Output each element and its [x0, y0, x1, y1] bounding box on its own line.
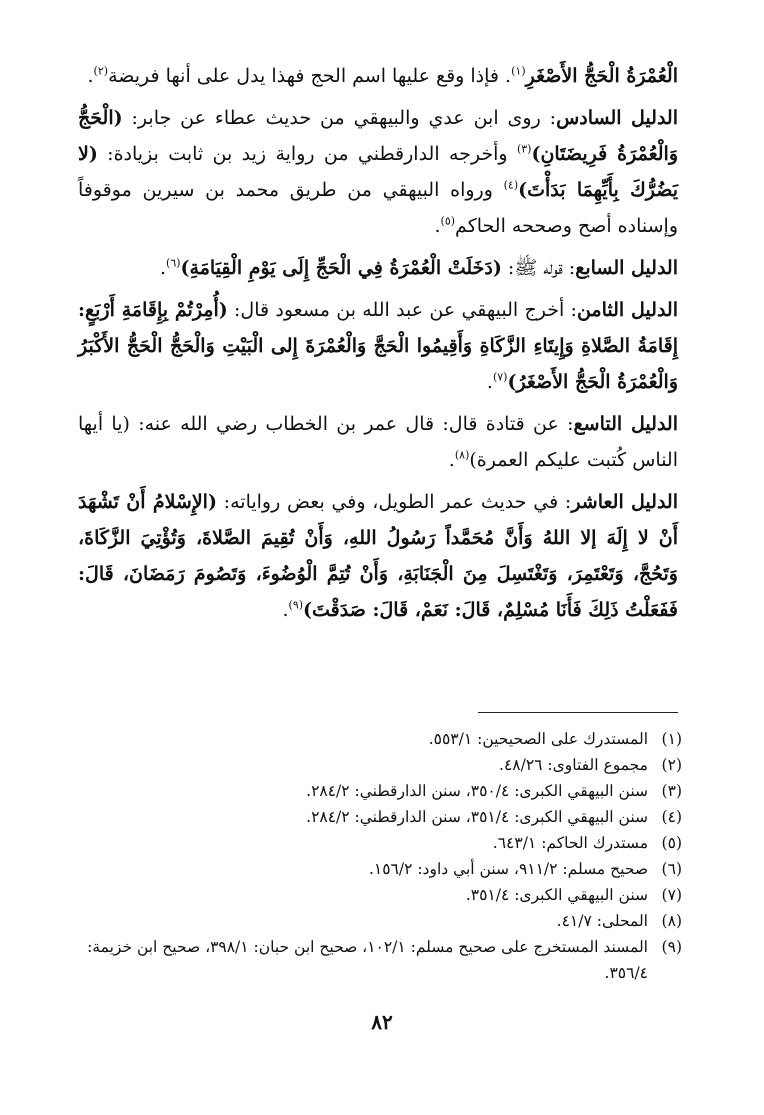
footnote — [70, 856, 682, 882]
footnote-number: (٤) — [661, 808, 682, 826]
main-text — [78, 58, 678, 628]
footnotes — [70, 726, 682, 986]
footnote-number: (٣) — [661, 782, 682, 800]
punctuation: . — [448, 449, 455, 471]
footnote-text: صحيح مسلم: ٩١١/٢، سنن أبي داود: ١٥٦/٢. — [368, 860, 648, 878]
hadith-quote: (يا أيها الناس كُتبت عليكم العمرة) — [78, 413, 678, 471]
paragraph-4 — [78, 292, 678, 400]
paragraph-6 — [78, 484, 678, 628]
paragraph-text: . فإذا وقع عليها اسم الحج فهذا يدل على أنها فريضة — [108, 65, 512, 87]
evidence-heading: الدليل السادس — [556, 107, 678, 129]
footnote — [70, 726, 682, 752]
hadith-quote: (لا يَضُرُّكَ بِأَيِّهِمَا بَدَأْتَ) — [78, 143, 678, 201]
evidence-heading: الدليل السابع — [575, 257, 678, 279]
footnote-ref: (٢) — [93, 64, 109, 78]
footnote-ref: (٧) — [492, 370, 508, 384]
footnote — [70, 908, 682, 934]
paragraph-1 — [78, 58, 678, 94]
punctuation: . — [434, 215, 441, 237]
paragraph-text: وأخرجه الدارقطني من رواية زيد بن ثابت بزيادة: — [97, 143, 517, 165]
footnote-number: (٧) — [661, 886, 682, 904]
footnote-ref: (٨) — [454, 448, 470, 462]
paragraph-5 — [78, 406, 678, 478]
footnote — [70, 830, 682, 856]
footnote-ref: (٥) — [440, 214, 456, 228]
punctuation: . — [87, 65, 94, 87]
hadith-quote: (الْحَجُّ وَالْعُمْرَةُ فَرِيضَتَانِ) — [78, 107, 679, 165]
footnote-number: (٩) — [661, 938, 682, 956]
footnote-ref: (٣) — [516, 142, 532, 156]
paragraph-text: : روى ابن عدي والبيهقي من حديث عطاء عن جابر: — [122, 107, 557, 129]
footnote-text: المحلى: ٤١/٧. — [556, 912, 648, 930]
evidence-heading: الدليل الثامن — [576, 299, 678, 321]
footnote-text: مجموع الفتاوى: ٤٨/٢٦. — [499, 756, 648, 774]
paragraph-text: : قوله ﷺ: — [501, 257, 576, 279]
footnote-ref: (١) — [511, 64, 526, 78]
footnote — [70, 882, 682, 908]
footnote-number: (١) — [661, 730, 682, 748]
page-number: ٨٢ — [371, 1010, 393, 1034]
evidence-heading: الدليل التاسع — [573, 413, 678, 435]
footnote — [70, 804, 682, 830]
paragraph-3 — [78, 250, 678, 286]
paragraph-2 — [78, 100, 678, 244]
hadith-quote: (الإِسْلامُ أَنْ تَشْهَدَ أَنْ لا إِلَهَ إلا اللهُ وَأَنَّ مُحَمَّداً رَسُولُ اللهِ، وَأَنْ تُقِيمَ الصَّلاةَ، وَتُؤْتِيَ الزَّكَاةَ، وَتَحُجَّ، وَتَعْتَمِرَ، وَتَغْتَسِلَ مِنَ الْجَنَابَةِ، وَأَنْ تُتِمَّ الْوُضُوءَ، وَتَصُومَ رَمَضَانَ، قَالَ: فَفَعَلْتُ ذَلِكَ فَأَنَا مُسْلِمٌ، قَالَ: نَعَمْ، قَالَ: صَدَقْتَ) — [78, 491, 678, 621]
footnote — [70, 752, 682, 778]
footnote — [70, 778, 682, 804]
paragraph-text: : عن قتادة قال: قال عمر بن الخطاب رضي الله عنه: — [129, 413, 574, 435]
footnote-number: (٢) — [661, 756, 682, 774]
evidence-heading: الدليل العاشر — [571, 491, 679, 513]
hadith-quote: (دَخَلَتْ الْعُمْرَةُ فِي الْحَجِّ إِلَى يَوْمِ الْقِيَامَةِ) — [180, 257, 502, 279]
hadith-quote: الْعُمْرَةُ الْحَجُّ الأَصْغَرِ — [525, 65, 678, 87]
footnote — [70, 934, 682, 986]
footnote-divider — [478, 712, 678, 713]
footnote-ref: (٦) — [166, 256, 181, 270]
footnote-number: (٥) — [661, 834, 682, 852]
footnote-number: (٦) — [661, 860, 682, 878]
footnote-number: (٨) — [661, 912, 682, 930]
footnote-text: سنن البيهقي الكبرى: ٣٥١/٤. — [465, 886, 648, 904]
footnote-text: سنن البيهقي الكبرى: ٣٥٠/٤، سنن الدارقطني: ٢٨٤/٢. — [306, 782, 648, 800]
footnote-text: سنن البيهقي الكبرى: ٣٥١/٤، سنن الدارقطني: ٢٨٤/٢. — [306, 808, 648, 826]
footnote-text: مستدرك الحاكم: ٦٤٣/١. — [492, 834, 648, 852]
hadith-quote: (أُمِرْتُمْ بِإِقَامَةِ أَرْبَعٍ: إِقَامَةُ الصَّلاةِ وَإِيتَاءِ الزَّكَاةِ وَأَقِيمُوا الْحَجَّ وَالْعُمْرَةَ إِلى الْبَيْتِ وَالْحَجُّ الْحَجُّ الأَكْبَرُ وَالْعُمْرَةُ الْحَجُّ الأَصْغَرُ) — [78, 299, 678, 393]
punctuation: . — [159, 257, 167, 279]
footnote-text: المستدرك على الصحيحين: ٥٥٣/١. — [428, 730, 648, 748]
punctuation: . — [282, 599, 289, 621]
footnote-ref: (٩) — [288, 598, 304, 612]
punctuation: . — [486, 371, 493, 393]
paragraph-text: ورواه البيهقي من طريق محمد بن سيرين موقوفاً وإسناده أصح وصححه الحاكم — [78, 179, 678, 237]
footnote-text: المسند المستخرج على صحيح مسلم: ١٠٢/١، صحيح ابن حبان: ٣٩٨/١، صحيح ابن خزيمة: ٣٥٦/٤. — [87, 938, 648, 982]
footnote-ref: (٤) — [503, 178, 519, 192]
paragraph-text: : أخرج البيهقي عن عبد الله بن مسعود قال: — [227, 299, 577, 321]
paragraph-text: : في حديث عمر الطويل، وفي بعض رواياته: — [216, 491, 572, 513]
